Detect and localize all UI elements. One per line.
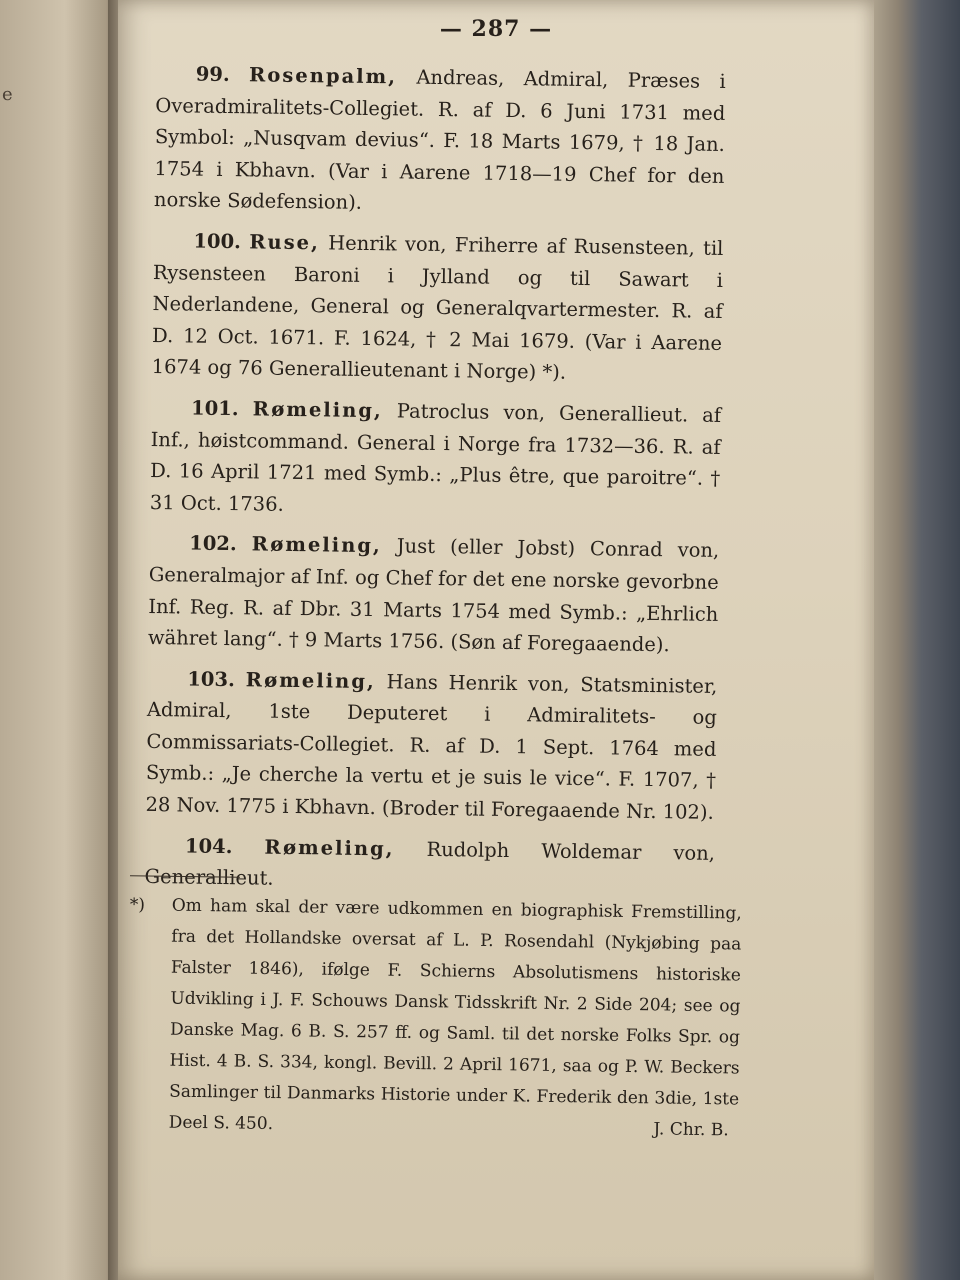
entry-name: Rosenpalm,	[248, 63, 398, 89]
entry-number: 101.	[190, 396, 239, 421]
entry-number: 104.	[184, 834, 233, 858]
entry-text: Hans Henrik von, Statsminister, Admiral, 1ste Deputeret i Admiralitets- og Commissariats-Collegiet. R. af D. 1 Sept. 1764 med Symb.: „Je cherche la vertu et je suis le vice“. F. 1707, † 28 Nov. 1775 i Kbhavn. (Broder til Foregaaende Nr. 102).	[145, 669, 718, 824]
entry-number: 99.	[195, 62, 230, 87]
left-page-edge	[0, 0, 118, 1280]
entry-name: Rømeling,	[245, 668, 376, 693]
entry-102	[148, 527, 720, 661]
page-number: — 287 —	[439, 16, 553, 42]
entry-text: Patroclus von, Generallieut. af Inf., høistcommand. General i Norge fra 1732—36. R. af D. 16 April 1721 med Symb.: „Plus être, que paroitre“. † 31 Oct. 1736.	[149, 399, 722, 516]
entry-101	[150, 392, 722, 526]
footnote-text: Om ham skal der være udkommen en biographisk Fremstilling, fra det Hollandske oversat af L. P. Rosendahl (Nykjøbing paa Falster 1846), ifølge F. Schierns Absolutismens historiske Udvikling i J. F. Schouws Dansk Tidsskrift Nr. 2 Side 204; see og Danske Mag. 6 B. S. 257 ff. og Saml. til det norske Folks Spr. og Hist. 4 B. S. 334, kongl. Bevill. 2 April 1671, saa og P. W. Beckers Samlinger til Danmarks Historie under K. Frederik den 3die, 1ste Deel S. 450.	[168, 895, 742, 1135]
entry-text: Henrik von, Friherre af Rusensteen, til Rysensteen Baroni i Jylland og til Sawart i Nederlandene, General og Generalqvartermester. R. af D. 12 Oct. 1671. F. 1624, † 2 Mai 1679. (Var i Aarene 1674 og 76 Generallieutenant i Norge) *).	[151, 231, 724, 385]
entry-text: Just (eller Jobst) Conrad von, Generalmajor af Inf. og Chef for det ene norske gevorbne Inf. Reg. R. af Dbr. 31 Marts 1754 med Symb.: „Ehrlich währet lang“. † 9 Marts 1756. (Søn af Foregaaende).	[147, 534, 720, 657]
entry-name: Rømeling,	[264, 835, 395, 861]
entry-104	[144, 830, 715, 901]
entry-name: Rømeling,	[251, 532, 382, 558]
entries-body	[144, 58, 726, 910]
footnote-signature: J. Chr. B.	[653, 1119, 729, 1141]
left-page-text-fragment: e	[2, 84, 13, 105]
entry-103	[145, 663, 717, 829]
book-page	[118, 0, 874, 1280]
entry-99	[154, 58, 726, 224]
entry-text: Rudolph Woldemar von, Generallieut.	[144, 837, 716, 890]
entry-name: Rømeling,	[252, 397, 383, 423]
footnote	[127, 890, 742, 1147]
right-background-edge	[864, 0, 960, 1280]
entry-number: 102.	[189, 531, 237, 556]
footnote-marker: *)	[129, 894, 146, 916]
entry-name: Ruse,	[249, 230, 321, 255]
entry-number: 100.	[193, 229, 242, 254]
entry-number: 103.	[187, 667, 235, 691]
entry-text: Andreas, Admiral, Præses i Overadmiralitets-Collegiet. R. af D. 6 Juni 1731 med Symbol: „Nusqvam devius“. F. 18 Marts 1679, † 18 Jan. 1754 i Kbhavn. (Var i Aarene 1718—19 Chef for den norske Sødefension).	[153, 65, 726, 215]
entry-100	[151, 225, 723, 391]
